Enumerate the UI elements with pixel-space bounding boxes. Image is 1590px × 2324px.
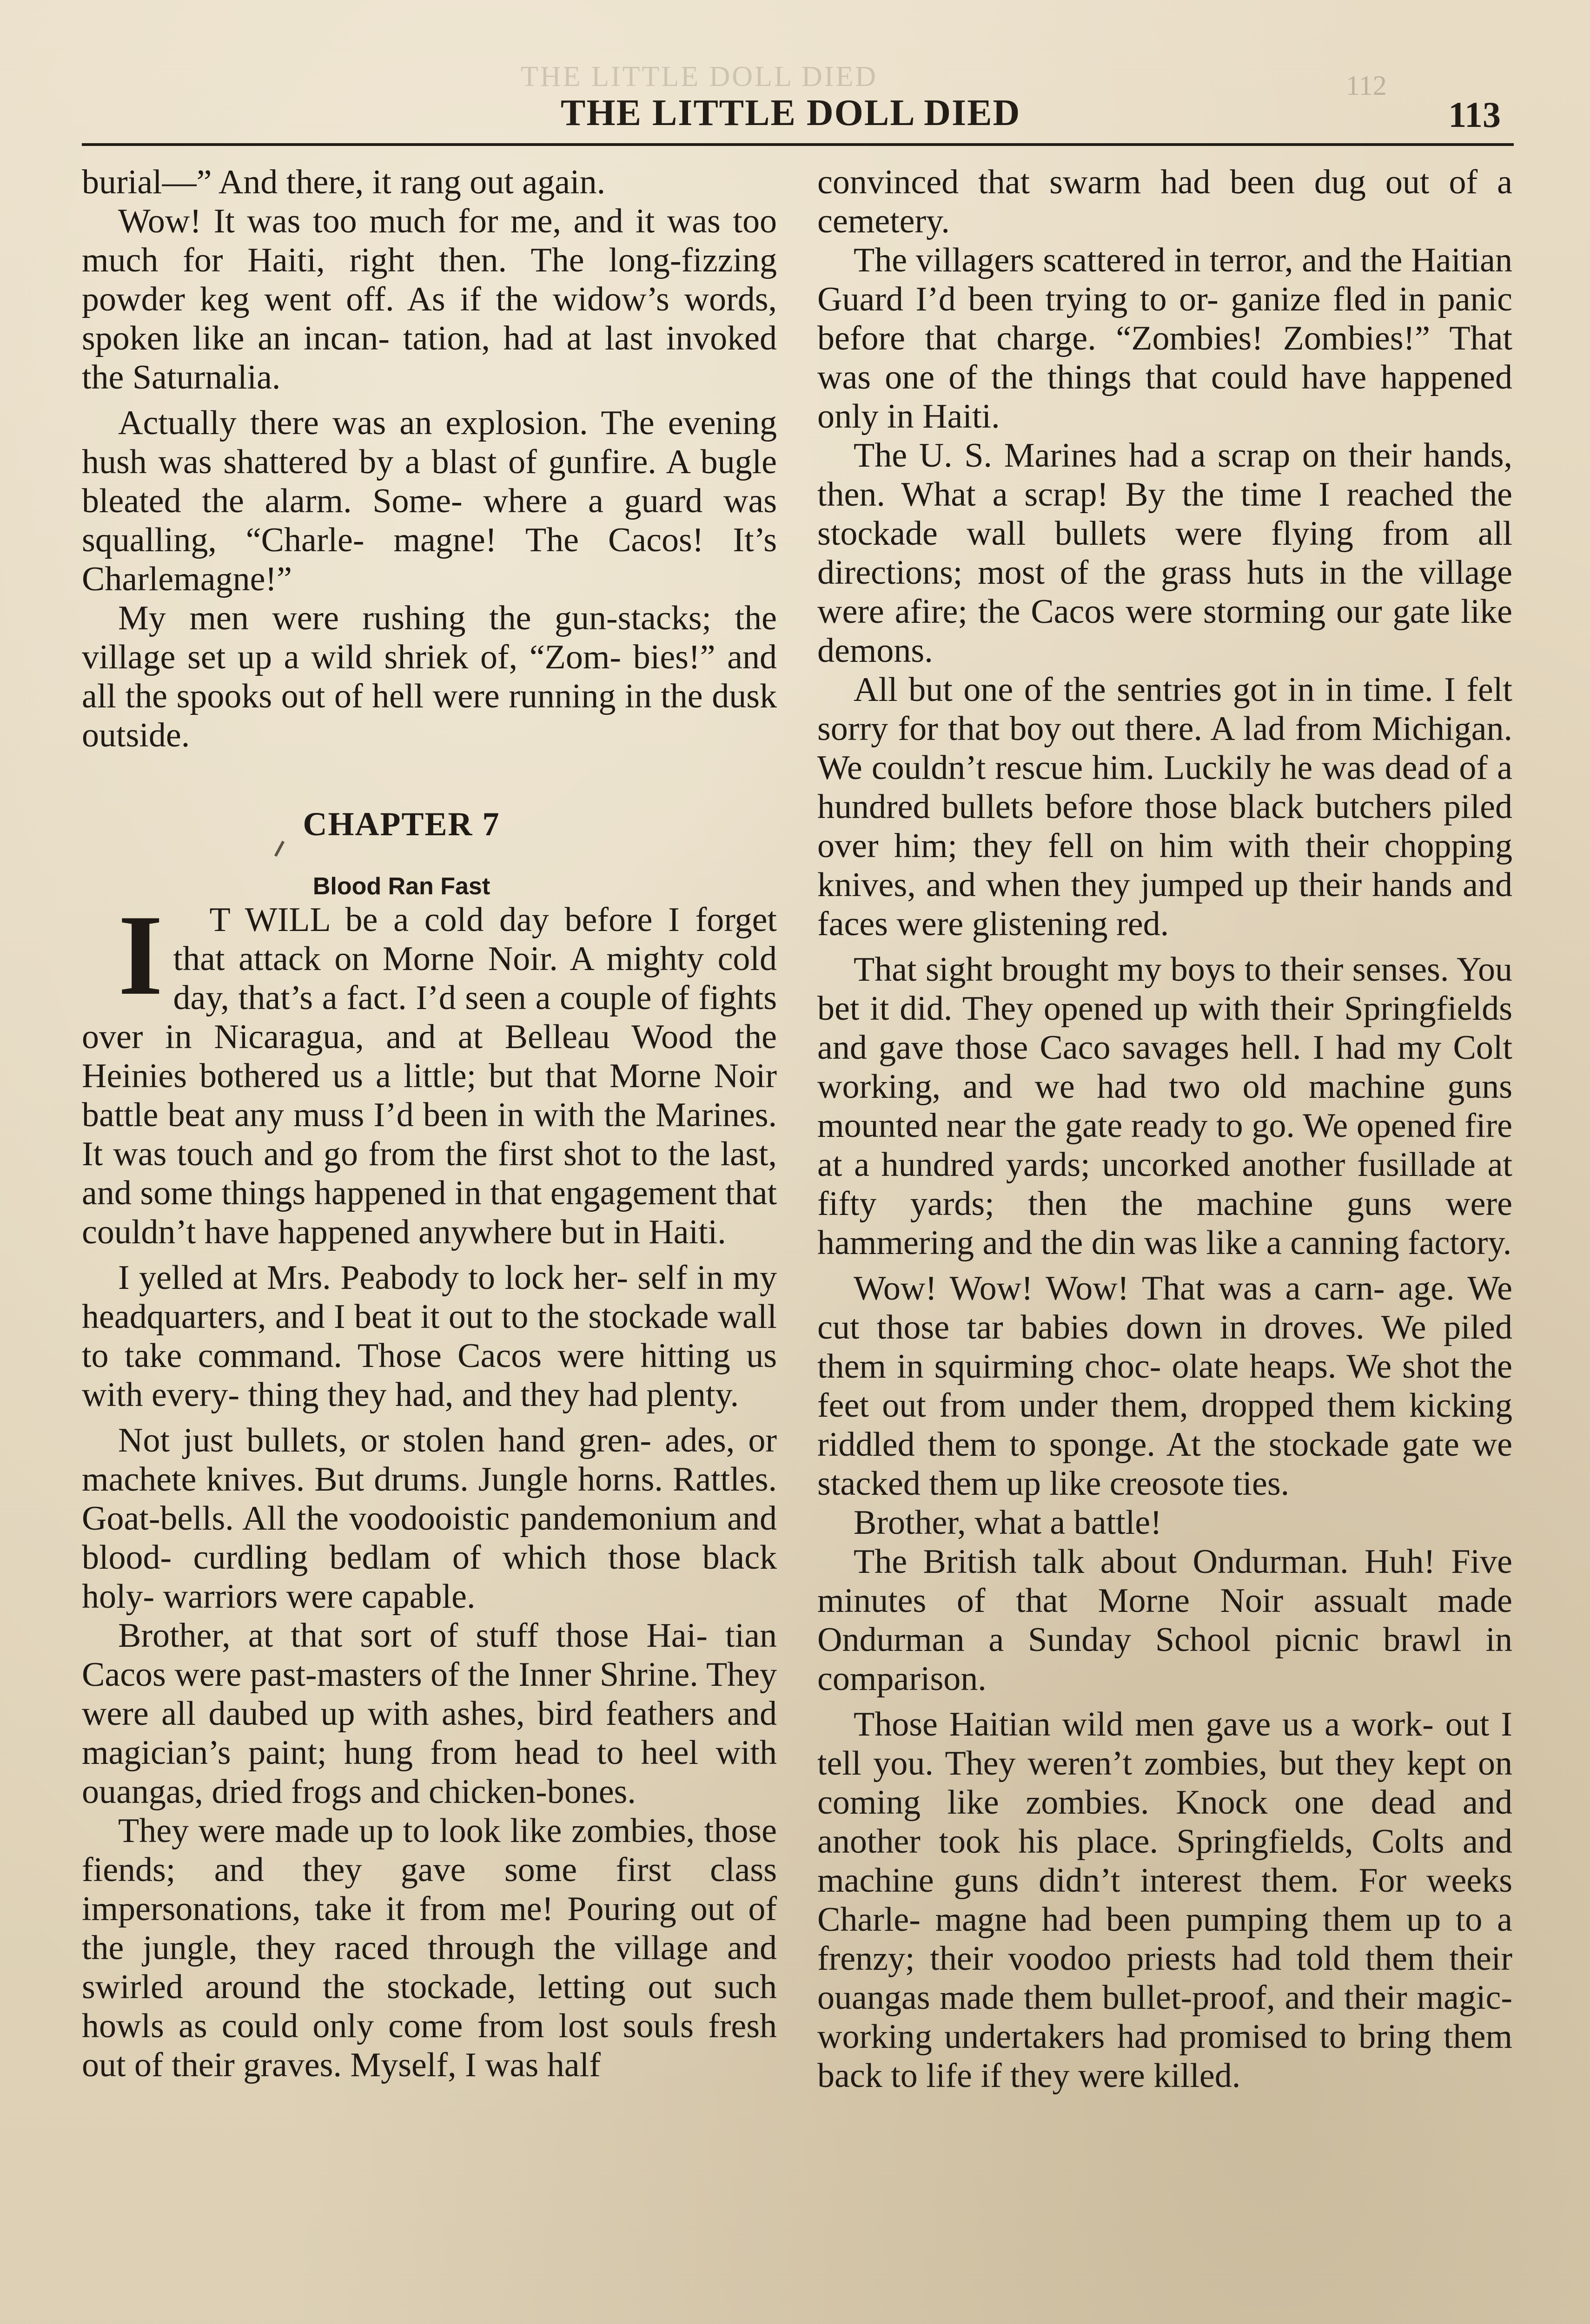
paragraph: The British talk about Ondurman. Huh! Five minutes of that Morne Noir assualt made Ondurman a Sunday School picnic brawl in comparison.	[817, 1543, 1512, 1698]
left-text-column	[82, 163, 777, 2085]
running-header	[82, 87, 1514, 146]
chapter-heading: CHAPTER 7	[303, 805, 500, 843]
paragraph: Brother, at that sort of stuff those Hai- tian Cacos were past-masters of the Inner Shrine. They were all daubed up with ashes, bird feathers and magician’s paint; hung from head to heel with ouangas, dried frogs and chicken-bones.	[82, 1617, 777, 1811]
chapter-opening-paragraph	[82, 891, 777, 1252]
paragraph: Actually there was an explosion. The evening hush was shattered by a blast of gunfire. A bugle bleated the alarm. Some- where a guard was squalling, “Charle- magne! The Cacos! It’s Charlemagne!”	[82, 404, 777, 598]
chapter-subtitle: Blood Ran Fast	[312, 873, 490, 900]
running-head-title: THE LITTLE DOLL DIED	[561, 92, 1021, 133]
paragraph: Brother, what a battle!	[854, 1504, 1162, 1542]
right-text-column	[817, 163, 1512, 2095]
paragraph: The U. S. Marines had a scrap on their hands, then. What a scrap! By the time I reached the stockade wall bullets were flying from all directions; most of the grass huts in the village were afire; the Cacos were storming our gate like demons.	[817, 436, 1512, 670]
paragraph: I yelled at Mrs. Peabody to lock her- self in my headquarters, and I beat it out to the stockade wall to take command. Those Cacos were hitting us with every- thing they had, and they had plenty.	[82, 1259, 777, 1414]
paragraph: burial—” And there, it rang out again.	[82, 163, 606, 201]
paragraph: convinced that swarm had been dug out of a cemetery.	[817, 163, 1512, 240]
bleed-through-title: THE LITTLE DOLL DIED	[521, 61, 878, 92]
paragraph: Not just bullets, or stolen hand gren- ades, or machete knives. But drums. Jungle horns. Rattles. Goat-bells. All the voodooistic pandemonium and blood- curdling bedlam of which those black holy- warriors were capable.	[82, 1421, 777, 1616]
paragraph: My men were rushing the gun-stacks; the village set up a wild shriek of, “Zom- bies!” and all the spooks out of hell were running in the dusk outside.	[82, 599, 777, 754]
drop-cap: I	[118, 891, 163, 1019]
paragraph: The villagers scattered in terror, and the Haitian Guard I’d been trying to or- ganize fled in panic before that charge. “Zombies! Zombies!” That was one of the things that could have happened only in Haiti.	[817, 241, 1512, 436]
paragraph: Those Haitian wild men gave us a work- out I tell you. They weren’t zombies, but they kept on coming like zombies. Knock one dead and another took his place. Springfields, Colts and machine guns didn’t interest them. For weeks Charle- magne had been pumping them up to a frenzy; their voodoo priests had told them their ouangas made them bullet-proof, and their magic-working undertakers had promised to bring them back to life if they were killed.	[817, 1705, 1512, 2095]
paragraph: All but one of the sentries got in in time. I felt sorry for that boy out there. A lad from Michigan. We couldn’t rescue him. Luckily he was dead of a hundred bullets before those black butchers piled over him; they fell on him with their chopping knives, and when they jumped up their hands and faces were glistening red.	[817, 671, 1512, 943]
bleed-through-page-number: 112	[1346, 70, 1387, 101]
paragraph: They were made up to look like zombies, those fiends; and they gave some first class impersonations, take it from me! Pouring out of the jungle, they raced through the village and swirled around the stockade, letting out such howls as could only come from lost souls fresh out of their graves. Myself, I was half	[82, 1812, 777, 2084]
paragraph: That sight brought my boys to their senses. You bet it did. They opened up with their Springfields and gave those Caco savages hell. I had my Colt working, and we had two old machine guns mounted near the gate ready to go. We opened fire at a hundred yards; uncorked another fusillade at fifty yards; then the machine guns were hammering and the din was like a canning factory.	[817, 951, 1512, 1262]
page-number: 113	[1448, 94, 1501, 135]
paragraph: Wow! Wow! Wow! That was a carn- age. We cut those tar babies down in droves. We piled them in squirming choc- olate heaps. We shot the feet out from under them, dropped them kicking riddled them to sponge. At the stockade gate we stacked them up like creosote ties.	[817, 1269, 1512, 1503]
paragraph: Wow! It was too much for me, and it was too much for Haiti, right then. The long-fizzing powder keg went off. As if the widow’s words, spoken like an incan- tation, had at last invoked the Saturnalia.	[82, 202, 777, 396]
opening-paragraph-text: T WILL be a cold day before I forget that attack on Morne Noir. A mighty cold day, that’s a fact. I’d seen a couple of fights over in Nicaragua, and at Belleau Wood the Heinies bothered us a little; but that Morne Noir battle beat any muss I’d been in with the Marines. It was touch and go from the first shot to the last, and some things happened in that engagement that couldn’t have happened anywhere but in Haiti.	[82, 901, 777, 1251]
